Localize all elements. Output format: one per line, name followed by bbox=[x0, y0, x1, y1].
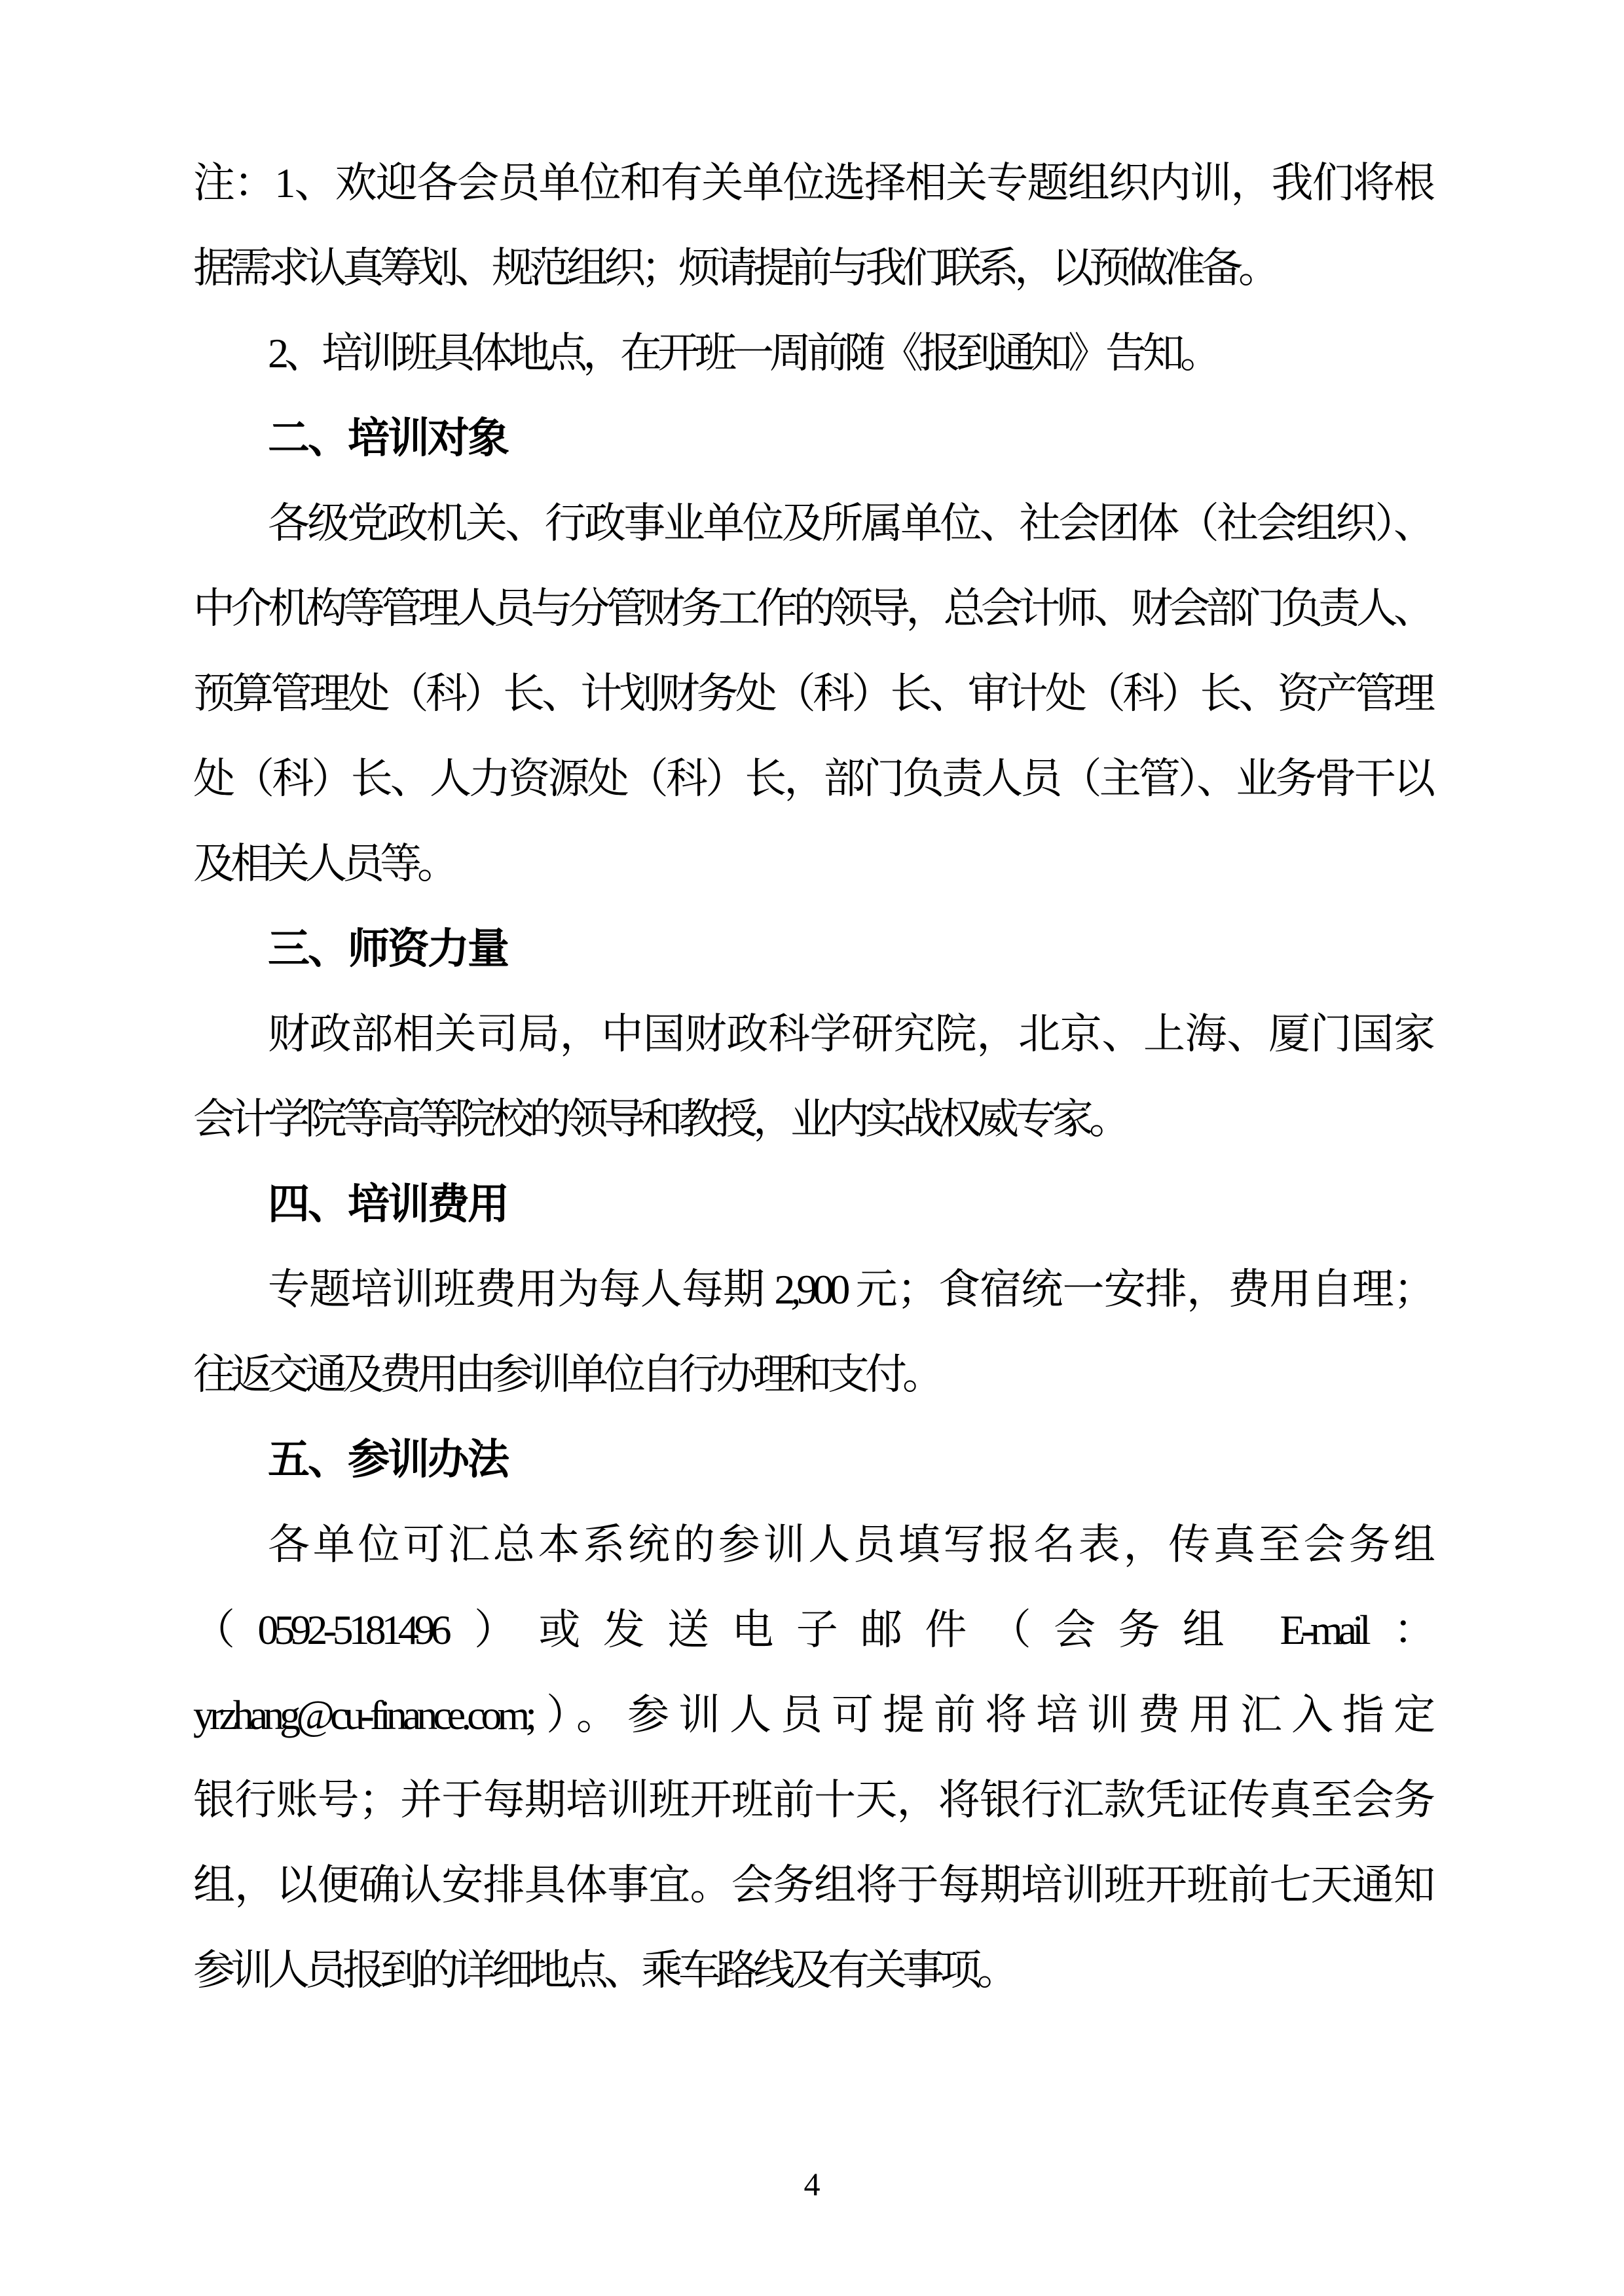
text-line: 中介机构等管理人员与分管财务工作的领导，总会计师、财会部门负责人、 bbox=[193, 585, 1431, 632]
text-line: 预算管理处（科）长、计划财务处（科）长、审计处（科）长、资产管理 bbox=[193, 670, 1431, 717]
section-heading: 二、培训对象 bbox=[268, 415, 507, 462]
text-line: 会计学院等高等院校的领导和教授，业内实战权威专家。 bbox=[193, 1096, 1126, 1142]
text-line: 注：1、欢迎各会员单位和有关单位选择相关专题组织内训，我们将根 bbox=[193, 160, 1431, 206]
text-line: 往返交通及费用由参训单位自行办理和支付。 bbox=[193, 1351, 940, 1398]
text-line: 银行账号；并于每期培训班开班前十天，将银行汇款凭证传真至会务 bbox=[193, 1777, 1431, 1823]
page-footer bbox=[0, 2164, 1624, 2204]
section-heading: 三、师资力量 bbox=[268, 926, 507, 972]
section-heading: 五、参训办法 bbox=[268, 1436, 507, 1483]
document-body bbox=[193, 141, 1431, 2013]
text-line: 财政部相关司局，中国财政科学研究院，北京、上海、厦门国家 bbox=[268, 1011, 1431, 1057]
text-line: 组，以便确认安排具体事宜。会务组将于每期培训班开班前七天通知 bbox=[193, 1862, 1431, 1908]
text-line: 2、培训班具体地点，在开班一周前随《报到通知》告知。 bbox=[268, 330, 1217, 376]
section-heading: 四、培训费用 bbox=[268, 1181, 507, 1228]
text-line: 专题培训班费用为每人每期 2,900 元；食宿统一安排，费用自理； bbox=[268, 1266, 1431, 1313]
text-line: 及相关人员等。 bbox=[193, 841, 454, 887]
text-line: 处（科）长、人力资源处（科）长，部门负责人员（主管）、业务骨干以 bbox=[193, 756, 1431, 802]
text-line: 各级党政机关、行政事业单位及所属单位、社会团体（社会组织）、 bbox=[268, 500, 1431, 547]
text-line: （0592-5181496）或发送电子邮件（会务组 E-mail： bbox=[193, 1607, 1431, 1653]
text-line: 据需求认真筹划、规范组织；烦请提前与我们联系，以预做准备。 bbox=[193, 245, 1276, 291]
text-line: 各单位可汇总本系统的参训人员填写报名表，传真至会务组 bbox=[268, 1522, 1431, 1568]
text-line: yrzhang@cu-finance.com;）。参训人员可提前将培训费用汇入指定 bbox=[193, 1692, 1431, 1738]
page-number: 4 bbox=[803, 2166, 821, 2202]
text-line: 参训人员报到的详细地点、乘车路线及有关事项。 bbox=[193, 1947, 1014, 1994]
